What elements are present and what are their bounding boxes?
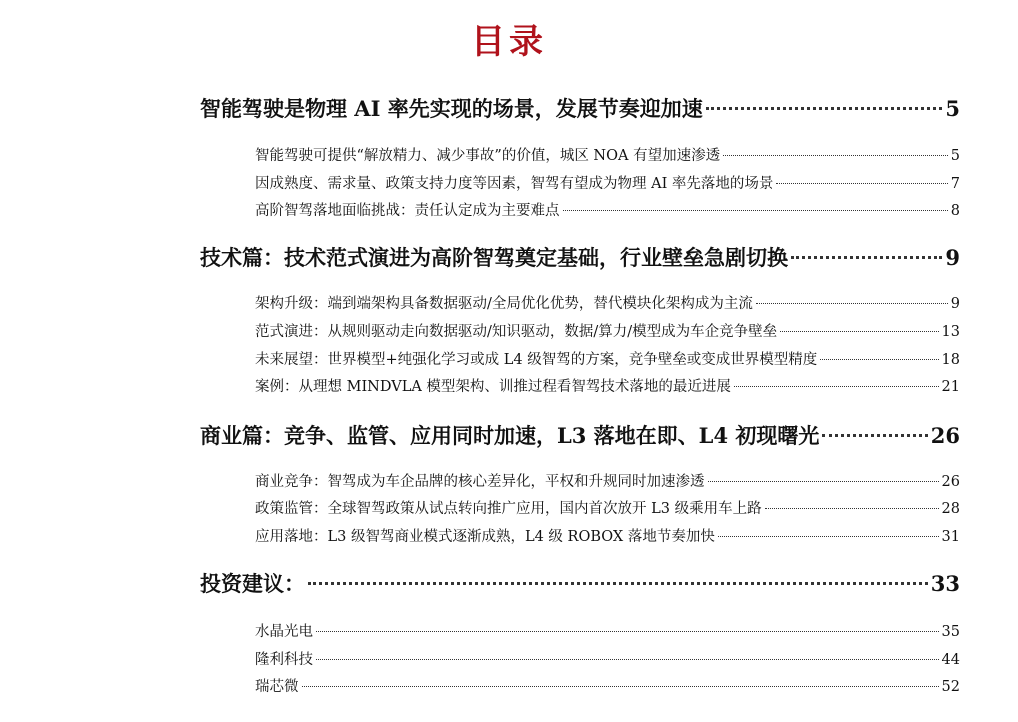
dot-leader: [316, 631, 939, 632]
toc-item-label: 智能驾驶可提供“解放精力、减少事故”的价值，城区 NOA 有望加速渗透: [255, 148, 721, 164]
dot-leader: [776, 183, 947, 184]
toc-item-2-2[interactable]: [255, 320, 960, 344]
toc-page-number: 33: [930, 571, 960, 596]
toc-item-label: 范式演进：从规则驱动走向数据驱动/知识驱动，数据/算力/模型成为车企竞争壁垒: [255, 324, 778, 340]
dot-leader: [765, 508, 939, 509]
dot-leader: [780, 331, 938, 332]
dot-leader: [734, 386, 939, 387]
dot-leader: [316, 659, 939, 660]
toc-item-1-1[interactable]: [255, 144, 960, 168]
toc-item-label: 政策监管：全球智驾政策从试点转向推广应用，国内首次放开 L3 级乘用车上路: [255, 501, 762, 517]
toc-item-4-1[interactable]: [255, 620, 960, 644]
toc-item-3-1[interactable]: [255, 470, 960, 494]
toc-page-number: 5: [950, 148, 960, 164]
toc-item-label: 因成熟度、需求量、政策支持力度等因素，智驾有望成为物理 AI 率先落地的场景: [255, 176, 774, 192]
toc-item-2-1[interactable]: [255, 292, 960, 316]
toc-title: 目录: [471, 22, 547, 62]
toc-page-number: 26: [941, 474, 960, 490]
toc-item-label: 未来展望：世界模型+纯强化学习或成 L4 级智驾的方案，竞争壁垒或变成世界模型精度: [255, 352, 818, 368]
dot-leader: [706, 107, 943, 110]
toc-page-number: 9: [945, 245, 960, 270]
toc-item-1-2[interactable]: [255, 172, 960, 196]
toc-item-label: 商业竞争：智驾成为车企品牌的核心差异化，平权和升规同时加速渗透: [255, 474, 705, 490]
dot-leader: [308, 582, 928, 585]
toc-item-label: 架构升级：端到端架构具备数据驱动/全局优化优势，替代模块化架构成为主流: [255, 296, 753, 312]
toc-item-4-2[interactable]: [255, 648, 960, 672]
toc-section-1[interactable]: [200, 94, 960, 124]
toc-section-4[interactable]: [200, 569, 960, 599]
toc-item-3-2[interactable]: [255, 497, 960, 521]
toc-page-number: 28: [941, 501, 960, 517]
toc-item-label: 案例：从理想 MINDVLA 模型架构、训推过程看智驾技术落地的最近进展: [255, 379, 731, 395]
toc-page-number: 35: [941, 624, 960, 640]
toc-item-label: 高阶智驾落地面临挑战：责任认定成为主要难点: [255, 203, 560, 219]
toc-page-number: 31: [941, 529, 960, 545]
toc-page-number: 18: [941, 352, 960, 368]
toc-section-3[interactable]: [200, 421, 960, 451]
dot-leader: [822, 434, 927, 437]
toc-page-number: 44: [941, 652, 960, 668]
toc-page-number: 5: [945, 96, 960, 121]
toc-page-number: 9: [950, 296, 960, 312]
dot-leader: [756, 303, 948, 304]
toc-page-number: 7: [950, 176, 960, 192]
toc-section-label: 技术篇：技术范式演进为高阶智驾奠定基础，行业壁垒急剧切换: [200, 245, 788, 270]
toc-item-2-4[interactable]: [255, 375, 960, 399]
toc-item-label: 隆利科技: [255, 652, 313, 668]
toc-item-4-3[interactable]: [255, 675, 960, 699]
toc-item-label: 应用落地：L3 级智驾商业模式逐渐成熟，L4 级 ROBOX 落地节奏加快: [255, 529, 715, 545]
dot-leader: [820, 359, 938, 360]
toc-section-2[interactable]: [200, 243, 960, 273]
toc-section-label: 商业篇：竞争、监管、应用同时加速，L3 落地在即、L4 初现曙光: [200, 423, 820, 448]
dot-leader: [302, 686, 939, 687]
toc-page-number: 52: [941, 679, 960, 695]
toc-section-label: 投资建议：: [200, 571, 305, 596]
dot-leader: [718, 536, 939, 537]
toc-page-number: 8: [950, 203, 960, 219]
toc-item-1-3[interactable]: [255, 199, 960, 223]
toc-page-number: 21: [941, 379, 960, 395]
dot-leader: [708, 481, 939, 482]
toc-page-number: 13: [941, 324, 960, 340]
toc-item-2-3[interactable]: [255, 348, 960, 372]
dot-leader: [723, 155, 948, 156]
toc-item-label: 水晶光电: [255, 624, 313, 640]
dot-leader: [563, 210, 948, 211]
toc-item-3-3[interactable]: [255, 525, 960, 549]
toc-item-label: 瑞芯微: [255, 679, 299, 695]
dot-leader: [791, 256, 942, 259]
toc-section-label: 智能驾驶是物理 AI 率先实现的场景，发展节奏迎加速: [200, 96, 703, 121]
toc-page-number: 26: [930, 423, 960, 448]
